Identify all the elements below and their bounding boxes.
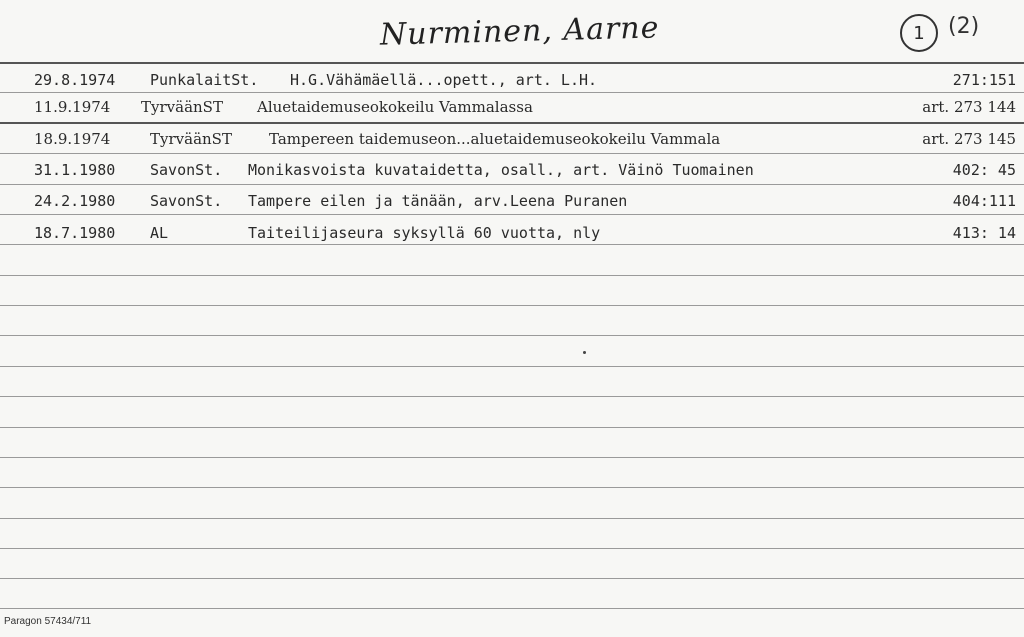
entry-source: SavonSt. bbox=[150, 161, 223, 179]
ruled-line bbox=[0, 244, 1024, 245]
entry-source: AL bbox=[150, 224, 169, 242]
list-item bbox=[0, 220, 1024, 250]
entry-title: Monikasvoista kuvataidetta, osall., art. Väinö Tuomainen bbox=[248, 161, 754, 179]
entry-source: PunkalaitSt. bbox=[150, 71, 259, 89]
entry-ref: 413: 14 bbox=[952, 224, 1016, 242]
entry-title: Taiteilijaseura syksyllä 60 vuotta, nly bbox=[248, 224, 601, 242]
entry-ref: art. 273 144 bbox=[922, 98, 1016, 116]
entry-ref: 271:151 bbox=[952, 71, 1016, 89]
entry-source: TyrväänST bbox=[141, 98, 223, 116]
ruled-line bbox=[0, 122, 1024, 124]
header-rule bbox=[0, 62, 1024, 64]
list-item bbox=[0, 157, 1024, 187]
entry-title: H.G.Vähämäellä...opett., art. L.H. bbox=[290, 71, 598, 89]
ink-dot bbox=[583, 351, 586, 354]
entry-date: 11.9.1974 bbox=[34, 98, 111, 116]
entry-title: Tampereen taidemuseon...aluetaidemuseokokeilu Vammala bbox=[269, 130, 721, 148]
entry-date: 18.9.1974 bbox=[34, 130, 111, 148]
ruled-line bbox=[0, 427, 1024, 428]
ruled-line bbox=[0, 335, 1024, 336]
ruled-line bbox=[0, 153, 1024, 154]
entry-ref: art. 273 145 bbox=[922, 130, 1016, 148]
list-item bbox=[0, 126, 1024, 156]
entry-date: 29.8.1974 bbox=[34, 71, 116, 89]
entry-title: Aluetaidemuseokokeilu Vammalassa bbox=[257, 98, 533, 116]
ruled-line bbox=[0, 487, 1024, 488]
ruled-line bbox=[0, 366, 1024, 367]
ruled-line bbox=[0, 92, 1024, 93]
ruled-line bbox=[0, 548, 1024, 549]
card-number-circled: 1 bbox=[900, 14, 938, 52]
ruled-line bbox=[0, 578, 1024, 579]
ruled-line bbox=[0, 214, 1024, 215]
entry-source: SavonSt. bbox=[150, 192, 223, 210]
ruled-line bbox=[0, 184, 1024, 185]
printer-mark: Paragon 57434/711 bbox=[4, 616, 92, 627]
entry-date: 31.1.1980 bbox=[34, 161, 116, 179]
ruled-line bbox=[0, 608, 1024, 609]
entry-source: TyrväänST bbox=[150, 130, 232, 148]
entry-ref: 402: 45 bbox=[952, 161, 1016, 179]
list-item bbox=[0, 94, 1024, 124]
ruled-line bbox=[0, 518, 1024, 519]
ruled-line bbox=[0, 275, 1024, 276]
ruled-line bbox=[0, 457, 1024, 458]
ruled-line bbox=[0, 396, 1024, 397]
entry-date: 24.2.1980 bbox=[34, 192, 116, 210]
ruled-line bbox=[0, 305, 1024, 306]
card-title: Nurminen, Aarne bbox=[379, 10, 660, 53]
entry-date: 18.7.1980 bbox=[34, 224, 116, 242]
entry-title: Tampere eilen ja tänään, arv.Leena Puranen bbox=[248, 192, 628, 210]
entry-ref: 404:111 bbox=[952, 192, 1016, 210]
card-number-secondary: (2) bbox=[948, 14, 980, 39]
